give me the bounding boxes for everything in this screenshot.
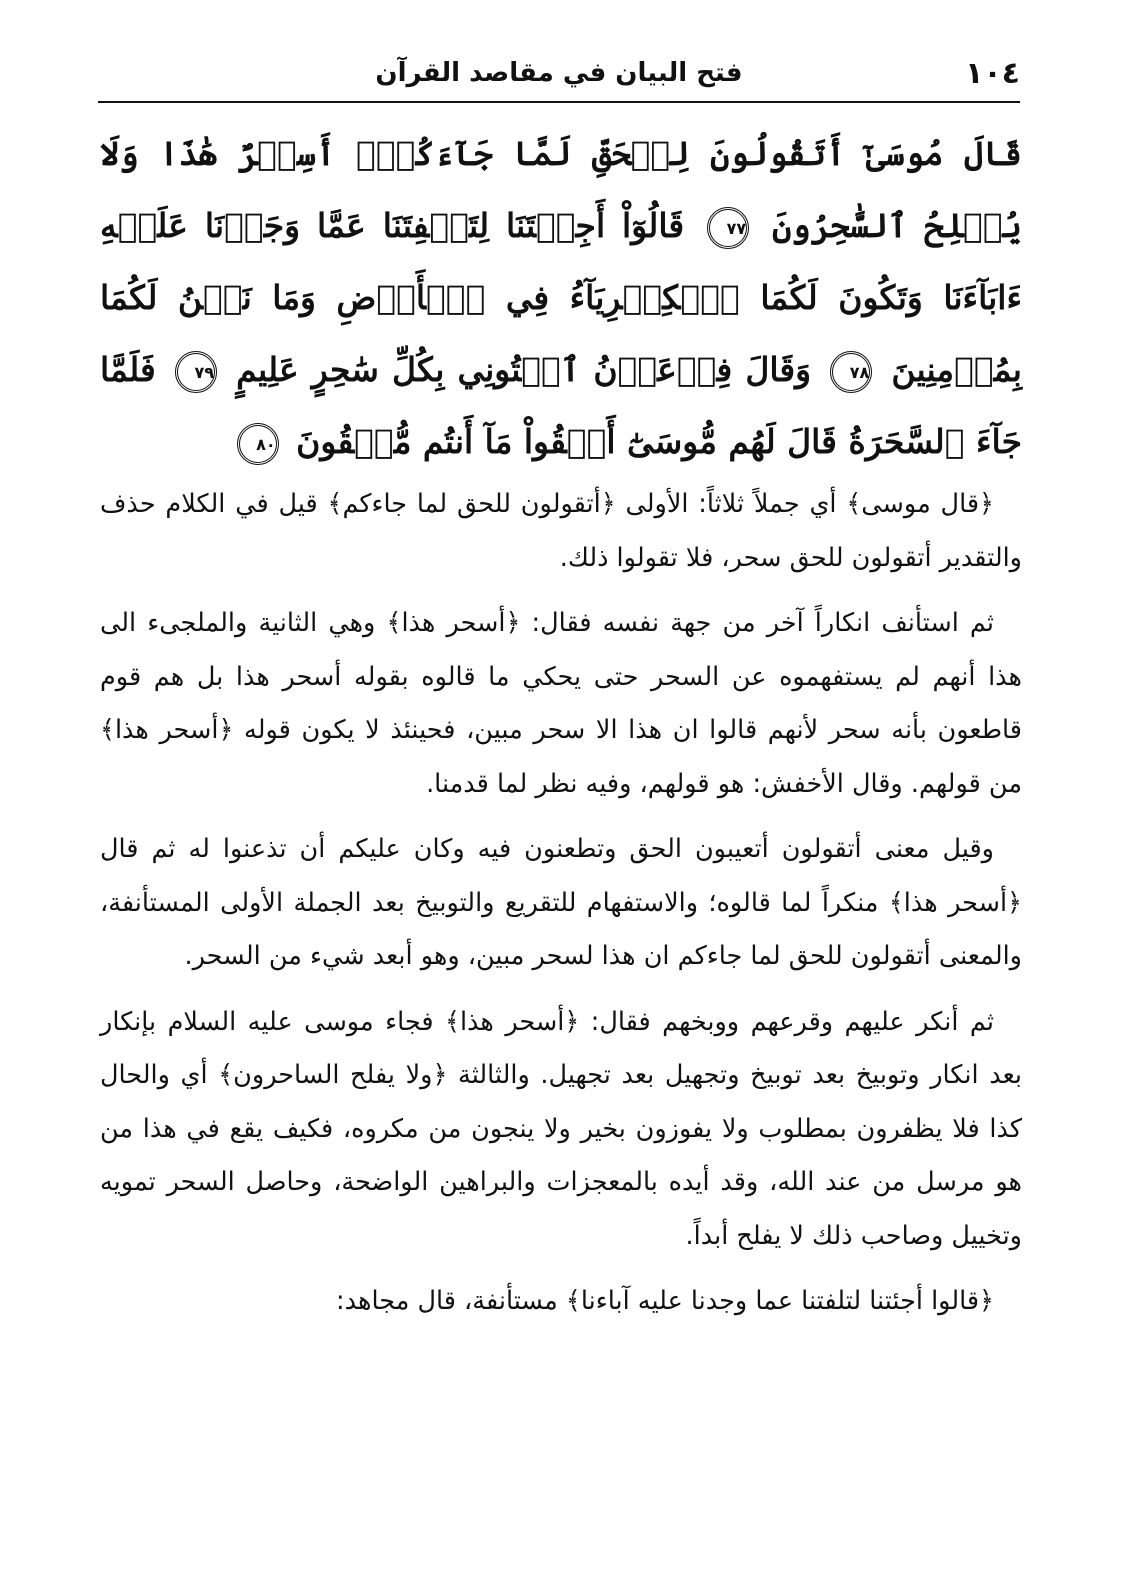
commentary-body bbox=[100, 478, 1022, 1341]
verse-text: قَالُوٓاْ أَجِئۡتَنَا لِتَلۡفِتَنَا عَمَّا وَجَدۡنَا عَلَيۡهِ ءَابَآءَنَا وَتَكُونَ لَكُمَا ٱلۡكِبۡرِيَآءُ فِي ٱلۡأَرۡضِ وَمَا نَحۡنُ لَكُمَا بِمُؤۡمِنِينَ bbox=[100, 206, 1022, 389]
verse-number-marker: ٧٧ bbox=[707, 207, 749, 249]
commentary-paragraph: ﴿قال موسى﴾ أي جملاً ثلاثاً: الأولى ﴿أتقولون للحق لما جاءكم﴾ قيل في الكلام حذف والتقدير أتقولون للحق سحر، فلا تقولوا ذلك. bbox=[100, 489, 1022, 573]
page-header bbox=[98, 52, 1020, 100]
running-title: فتح البيان في مقاصد القرآن bbox=[375, 58, 743, 88]
verse-number-marker: ٧٨ bbox=[830, 351, 872, 393]
verse-text: فَلَمَّا جَآءَ ٱلسَّحَرَةُ قَالَ لَهُم مُّوسَىٰٓ أَلۡقُواْ مَآ أَنتُم مُّلۡقُونَ bbox=[100, 350, 1022, 461]
verse-number-marker: ٨٠ bbox=[237, 423, 279, 465]
commentary-paragraph: ثم استأنف انكاراً آخر من جهة نفسه فقال: ﴿أسحر هذا﴾ وهي الثانية والملجىء الى هذا أنهم لم يستفهموه عن السحر حتى يحكي ما قالوه بقوله أسحر هذا بل هم قوم قاطعون بأنه سحر لأنهم قالوا ان هذا الا سحر مبين، فحينئذ لا يكون قوله ﴿أسحر هذا﴾ من قولهم. وقال الأخفش: هو قولهم، وفيه نظر لما قدمنا. bbox=[100, 608, 1022, 799]
commentary-paragraph: ﴿قالوا أجئتنا لتلفتنا عما وجدنا عليه آباءنا﴾ مستأنفة، قال مجاهد: bbox=[336, 1286, 994, 1316]
commentary-paragraph: ثم أنكر عليهم وقرعهم ووبخهم فقال: ﴿أسحر هذا﴾ فجاء موسى عليه السلام بإنكار بعد انكار وتوبيخ بعد توبيخ وتجهيل بعد تجهيل. والثالثة ﴿ولا يفلح الساحرون﴾ أي والحال كذا فلا يظفرون بمطلوب ولا يفوزون بخير ولا ينجون من مكروه، فكيف يقع في هذا من هو مرسل من عند الله، وقد أيده بالمعجزات والبراهين الواضحة، وحاصل السحر تمويه وتخييل وصاحب ذلك لا يفلح أبداً. bbox=[100, 1006, 1022, 1251]
verse-number-marker: ٧٩ bbox=[175, 351, 217, 393]
header-rule bbox=[98, 101, 1020, 103]
page-number: ١٠٤ bbox=[965, 56, 1020, 91]
commentary-paragraph: وقيل معنى أتقولون أتعيبون الحق وتطعنون فيه وكان عليكم أن تذعنوا له ثم قال ﴿أسحر هذا﴾ منكراً لما قالوه؛ والاستفهام للتقريع والتوبيخ بعد الجملة الأولى المستأنفة، والمعنى أتقولون للحق لما جاءكم ان هذا لسحر مبين، وهو أبعد شيء من السحر. bbox=[100, 834, 1022, 971]
verse-text: وَقَالَ فِرۡعَوۡنُ ٱئۡتُونِي بِكُلِّ سَٰحِرٍ عَلِيمٍ bbox=[236, 350, 812, 389]
verse-text: قَالَ مُوسَىٰٓ أَتَقُولُونَ لِلۡحَقِّ لَمَّا جَآءَكُمۡۖ أَسِحۡرٌ هَٰذَا وَلَا يُفۡلِحُ ٱلسَّٰحِرُونَ bbox=[100, 134, 1022, 245]
quran-verses bbox=[100, 118, 1022, 478]
